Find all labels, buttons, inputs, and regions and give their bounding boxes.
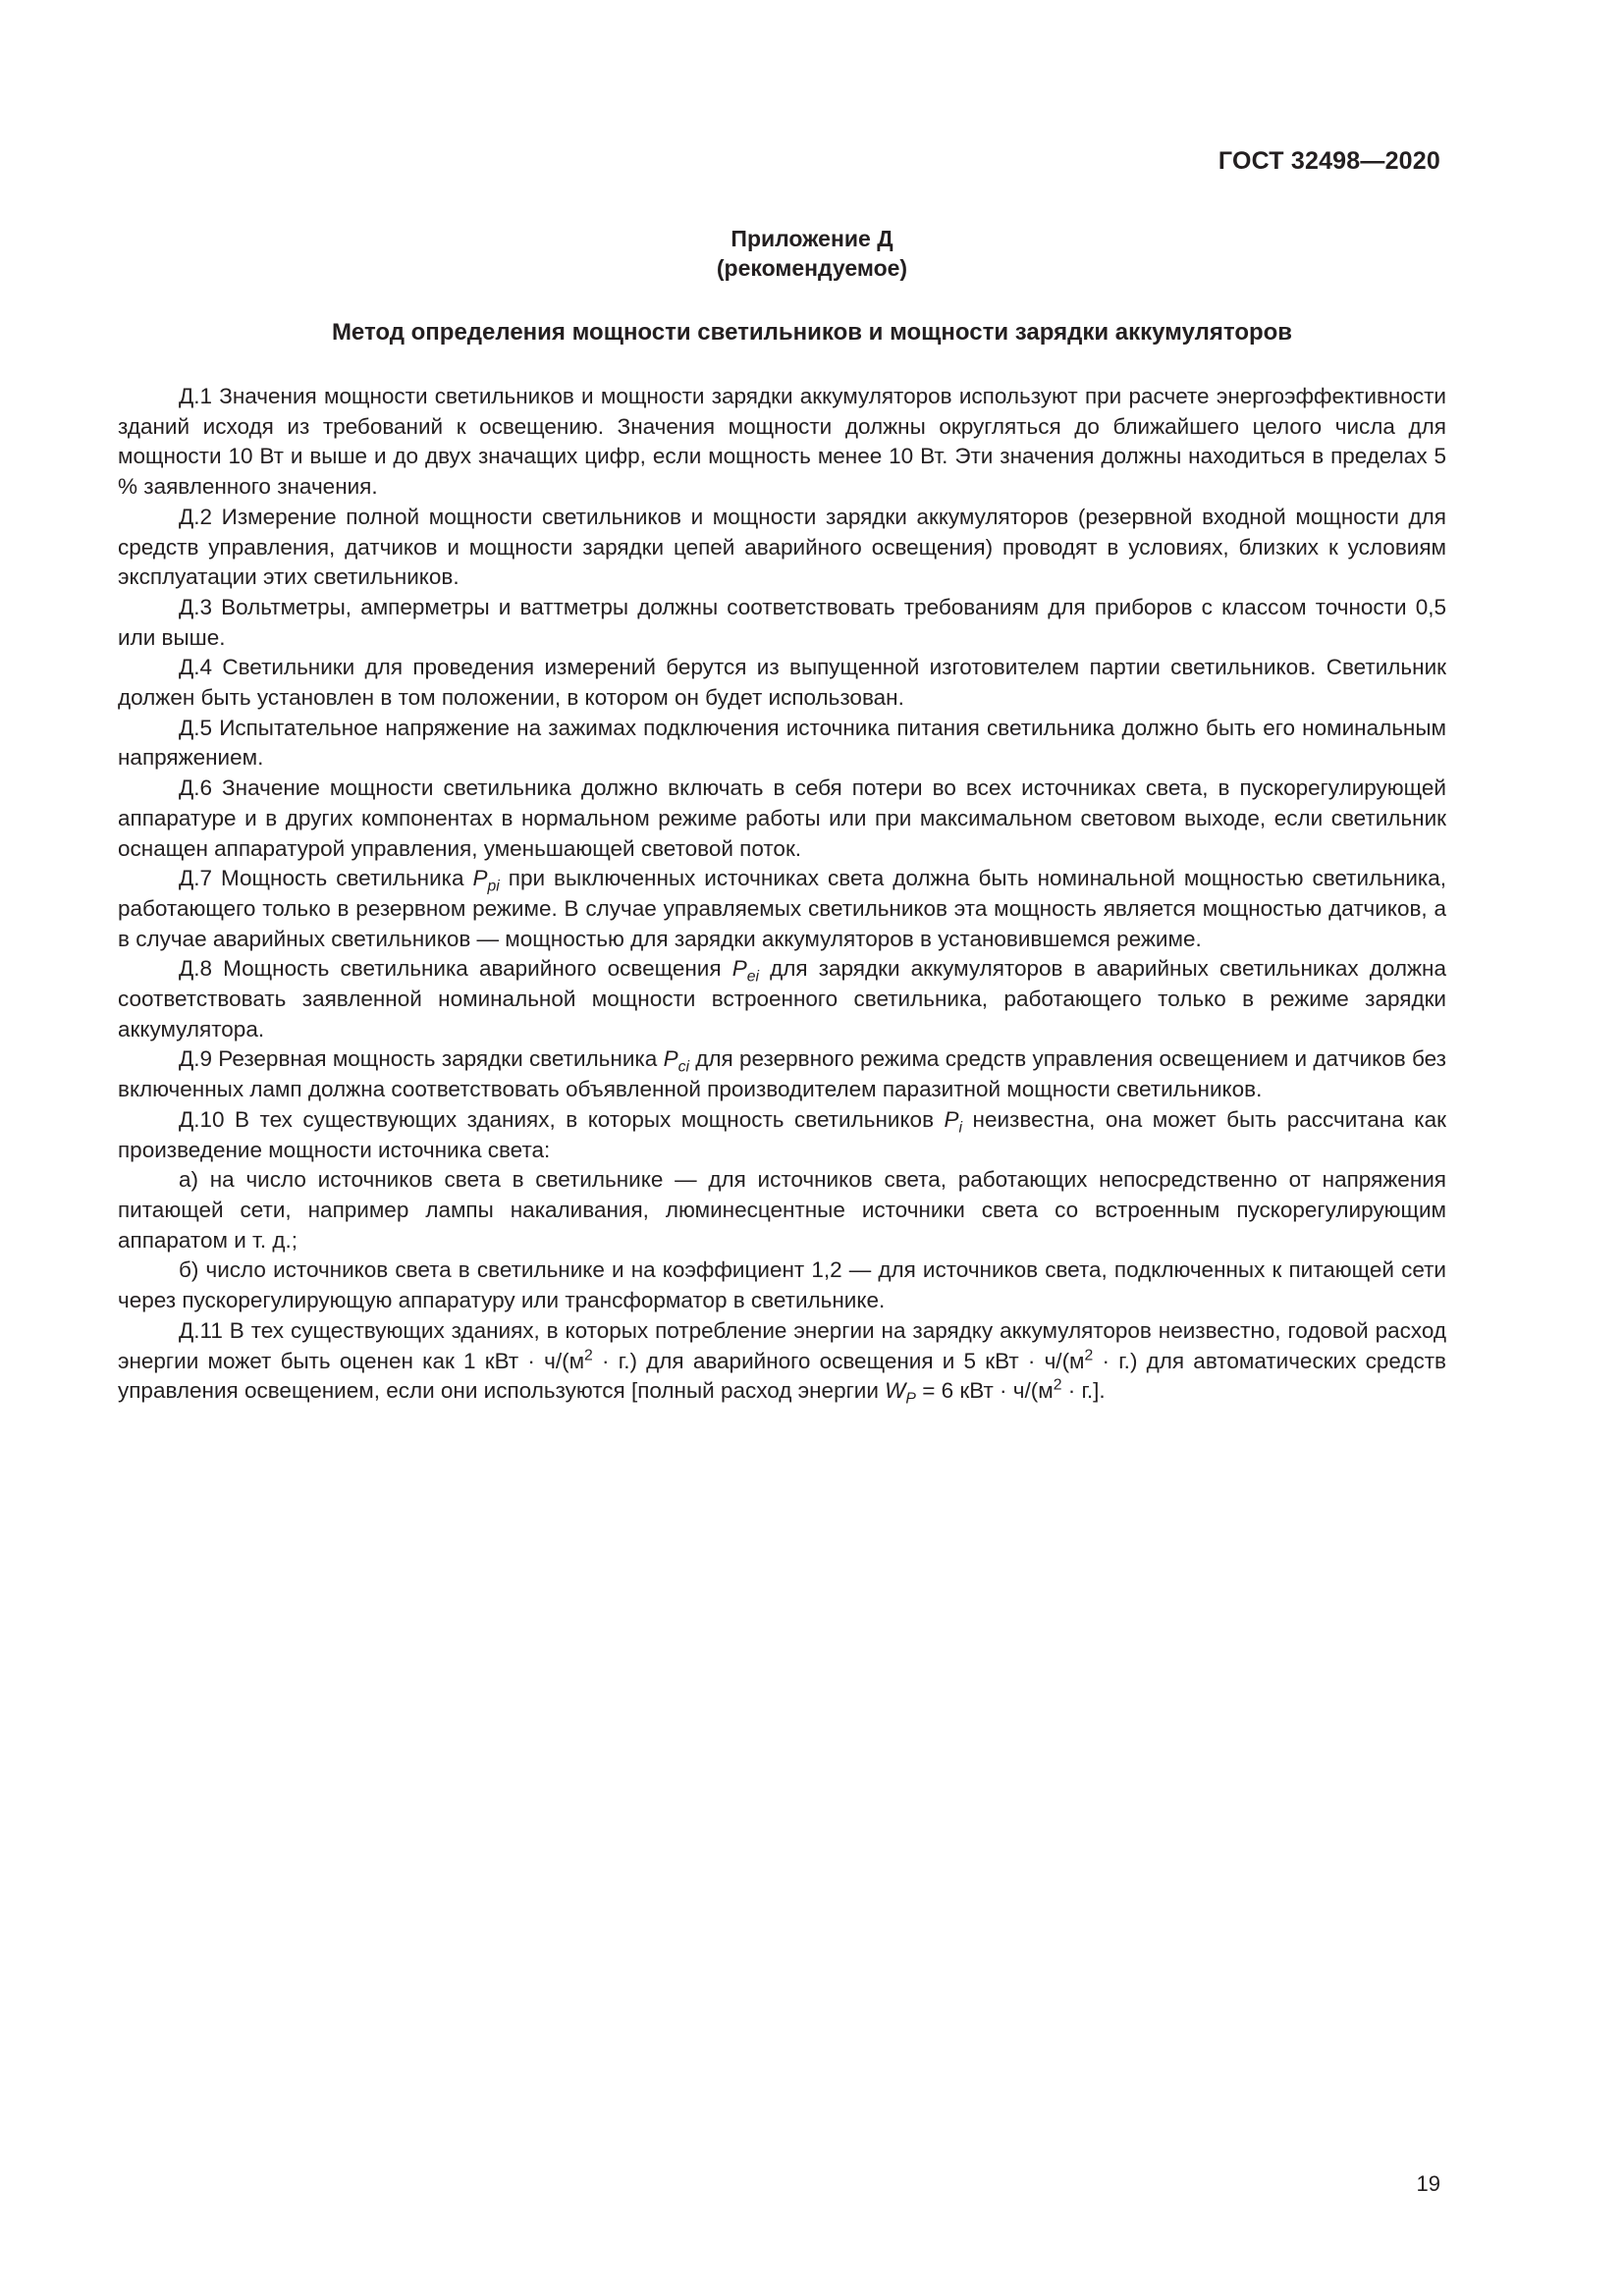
d11-text-1: Д.11 В тех существующих зданиях, в которых потребление энергии на зарядку аккумуляторов неизвестно, годовой расход энергии может быть оценен как 1 кВт · ч/(м — [118, 1317, 1446, 1373]
d11-text-2: · г.) для аварийного освещения и 5 кВт · ч/(м — [592, 1348, 1085, 1373]
d7-text-before: Д.7 Мощность светильника — [179, 866, 473, 891]
paragraph-d1: Д.1 Значения мощности светильников и мощности зарядки аккумуляторов используют при расчете энергоэффективности зданий исходя из требований к освещению. Значения мощности должны округляться до ближайшего целого числа для мощности 10 Вт и выше и до двух значащих цифр, если мощность менее 10 Вт. Эти значения должны находиться в пределах 5 % заявленного значения. — [118, 384, 1446, 500]
page-number: 19 — [1416, 2171, 1440, 2196]
paragraph-d7 — [118, 864, 1446, 954]
d11-text-5: · г.]. — [1061, 1378, 1106, 1404]
d11-symbol: W — [885, 1378, 906, 1404]
section-title: Метод определения мощности светильников и мощности зарядки аккумуляторов — [331, 319, 1293, 346]
paragraph-d9 — [118, 1044, 1446, 1104]
body-text — [118, 382, 1446, 1407]
d11-superscript-2: 2 — [1084, 1347, 1094, 1363]
paragraph-d6: Д.6 Значение мощности светильника должно включать в себя потери во всех источниках света, в пускорегулирующей аппаратуре и в других компонентах в нормальном режиме работы или при максимальном световом выходе, если светильник оснащен аппаратурой управления, уменьшающей световой поток. — [118, 775, 1446, 861]
paragraph-d11 — [118, 1316, 1446, 1407]
d8-symbol: P — [731, 956, 747, 982]
d10-text-before: Д.10 В тех существующих зданиях, в которых мощность светильников — [179, 1106, 945, 1132]
d9-symbol: P — [663, 1046, 678, 1072]
paragraph-d5: Д.5 Испытательное напряжение на зажимах подключения источника питания светильника должно быть его номинальным напряжением. — [118, 715, 1446, 771]
d11-superscript-1: 2 — [584, 1347, 593, 1363]
d7-subscript: pi — [487, 878, 500, 895]
paragraph-d10b: б) число источников света в светильнике и на коэффициент 1,2 — для источников света, подключенных к питающей сети через пускорегулирующую аппаратуру или трансформатор в светильнике. — [118, 1257, 1446, 1313]
appendix-status: (рекомендуемое) — [716, 255, 908, 281]
d10-symbol: P — [944, 1106, 959, 1132]
d8-subscript: ei — [746, 968, 759, 986]
paragraph-d8 — [118, 954, 1446, 1044]
paragraph-d10 — [118, 1105, 1446, 1165]
d11-subscript: P — [905, 1390, 916, 1408]
d7-text-after: при выключенных источниках света должна быть номинальной мощностью светильника, работающего только в резервном режиме. В случае управляемых светильников эта мощность является мощностью датчиков, а в случае аварийных светильников — мощностью для зарядки аккумуляторов в установившемся режиме. — [118, 866, 1446, 951]
d8-text-before: Д.8 Мощность светильника аварийного освещения — [179, 956, 732, 982]
d11-superscript-3: 2 — [1053, 1376, 1062, 1394]
appendix-header — [0, 224, 1624, 283]
paragraph-d10a: а) на число источников света в светильнике — для источников света, работающих непосредственно от напряжения питающей сети, например лампы накаливания, люминесцентные источники света со встроенным пускорегулирующим аппаратом и т. д.; — [118, 1167, 1446, 1253]
d10-subscript: i — [958, 1119, 963, 1137]
d9-text-after: для резервного режима средств управления освещением и датчиков без включенных ламп должна соответствовать объявленной производителем паразитной мощности светильников. — [118, 1046, 1446, 1102]
paragraph-d2: Д.2 Измерение полной мощности светильников и мощности зарядки аккумуляторов (резервной входной мощности для средств управления, датчиков и мощности зарядки цепей аварийного освещения) проводят в условиях, близких к условиям эксплуатации этих светильников. — [118, 504, 1446, 590]
d10-text-after: неизвестна, она может быть рассчитана как произведение мощности источника света: — [118, 1106, 1446, 1162]
d11-text-4: = 6 кВт · ч/(м — [915, 1378, 1054, 1404]
paragraph-d4: Д.4 Светильники для проведения измерений берутся из выпущенной изготовителем партии светильников. Светильник должен быть установлен в том положении, в котором он будет использован. — [118, 655, 1446, 711]
d7-symbol: P — [472, 866, 488, 891]
d9-text-before: Д.9 Резервная мощность зарядки светильника — [179, 1046, 664, 1072]
d8-text-after: для зарядки аккумуляторов в аварийных светильниках должна соответствовать заявленной номинальной мощности встроенного светильника, работающего только в режиме зарядки аккумулятора. — [118, 956, 1446, 1041]
standard-id: ГОСТ 32498—2020 — [1218, 147, 1440, 175]
d9-subscript: ci — [677, 1058, 689, 1076]
d11-text-3: · г.) для автоматических средств управления освещением, если они используются [полный расход энергии — [118, 1348, 1446, 1404]
paragraph-d3: Д.3 Вольтметры, амперметры и ваттметры должны соответствовать требованиям для приборов с классом точности 0,5 или выше. — [118, 594, 1446, 650]
appendix-title: Приложение Д — [731, 226, 893, 251]
